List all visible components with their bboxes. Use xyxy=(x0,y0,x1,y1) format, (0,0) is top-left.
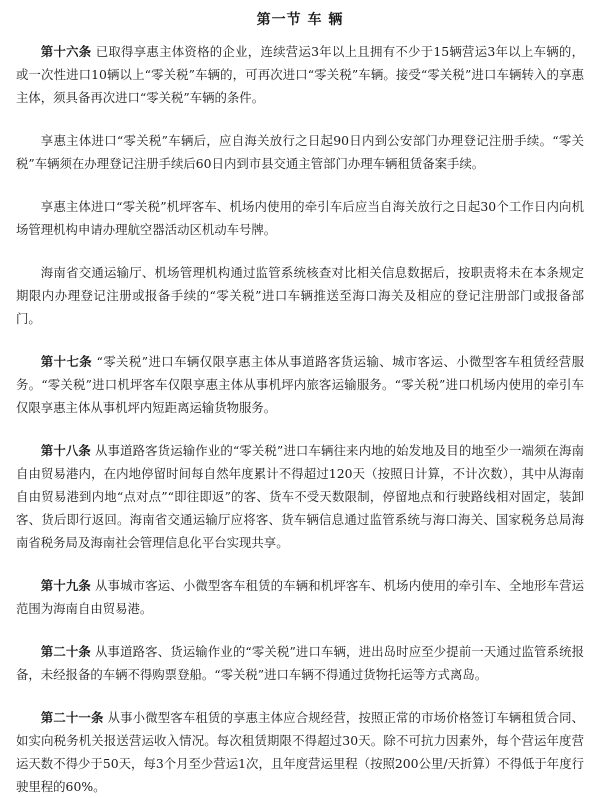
article-number: 第十七条 xyxy=(40,354,93,369)
paragraph-article-16-4 xyxy=(16,261,584,330)
paragraph-text: 海南省交通运输厅、机场管理机构通过监管系统核查对比相关信息数据后，按职责将未在本条规定期限内办理登记注册或报备手续的“零关税”进口车辆推送至海口海关及相应的登记注册部门或报备部门。 xyxy=(16,265,584,326)
article-number: 第十八条 xyxy=(40,443,91,458)
paragraph-text: 享惠主体进口“零关税”机坪客车、机场内使用的牵引车后应当自海关放行之日起30个工作日内向机场管理机构申请办理航空器活动区机动车号牌。 xyxy=(16,199,584,237)
section-title: 第一节 车 辆 xyxy=(256,12,344,28)
paragraph-text: 享惠主体进口“零关税”车辆后，应自海关放行之日起90日内到公安部门办理登记注册手续。“零关税”车辆须在办理登记注册手续后60日内到市县交通主管部门办理车辆租赁备案手续。 xyxy=(16,133,584,171)
paragraph-article-16-2 xyxy=(16,129,584,175)
paragraph-text: 从事小微型客车租赁的享惠主体应合规经营，按照正常的市场价格签订车辆租赁合同、如实向税务机关报送营运收入情况。每次租赁期限不得超过30天。除不可抗力因素外，每个营运年度营运天数不得少于50天，每3个月至少营运1次，且年度营运里程（按照200公里/天折算）不得低于年度行驶里程的60%。 xyxy=(16,710,585,794)
article-number: 第十六条 xyxy=(40,44,92,59)
paragraph-article-18 xyxy=(16,439,584,554)
paragraph-article-17 xyxy=(16,350,584,419)
paragraph-article-16 xyxy=(16,40,584,109)
paragraph-text: 已取得享惠主体资格的企业，连续营运3年以上且拥有不少于15辆营运3年以上车辆的，或一次性进口10辆以上“零关税”车辆的，可再次进口“零关税”车辆。接受“零关税”进口车辆转入的享惠主体，须具备再次进口“零关税”车辆的条件。 xyxy=(16,44,584,105)
paragraph-article-21 xyxy=(16,706,584,798)
article-number: 第二十一条 xyxy=(40,710,104,725)
paragraph-article-20 xyxy=(16,640,584,686)
paragraph-text: “零关税”进口车辆仅限享惠主体从事道路客货运输、城市客运、小微型客车租赁经营服务。“零关税”进口机坪客车仅限享惠主体从事机坪内旅客运输服务。“零关税”进口机场内使用的牵引车仅限享惠主体从事机坪内短距离运输货物服务。 xyxy=(16,354,585,415)
paragraph-article-19 xyxy=(16,574,584,620)
paragraph-article-16-3 xyxy=(16,195,584,241)
paragraph-text: 从事道路客、货运输作业的“零关税”进口车辆，进出岛时应至少提前一天通过监管系统报备，未经报备的车辆不得购票登船。“零关税”进口车辆不得通过货物托运等方式离岛。 xyxy=(16,644,584,682)
article-number: 第二十条 xyxy=(40,644,91,659)
article-number: 第十九条 xyxy=(40,578,91,593)
paragraph-text: 从事道路客货运输作业的“零关税”进口车辆往来内地的始发地及目的地至少一端须在海南自由贸易港内，在内地停留时间每自然年度累计不得超过120天（按照日计算，不计次数），其中从海南自由贸易港到内地“点对点”“即往即返”的客、货车不受天数限制，停留地点和行驶路线相对固定，装卸客、货后即行返回。海南省交通运输厅应将客、货车辆信息通过监管系统与海口海关、国家税务总局海南省税务局及海南社会管理信息化平台实现共享。 xyxy=(16,443,584,550)
paragraph-text: 从事城市客运、小微型客车租赁的车辆和机坪客车、机场内使用的牵引车、全地形车营运范围为海南自由贸易港。 xyxy=(16,578,584,616)
